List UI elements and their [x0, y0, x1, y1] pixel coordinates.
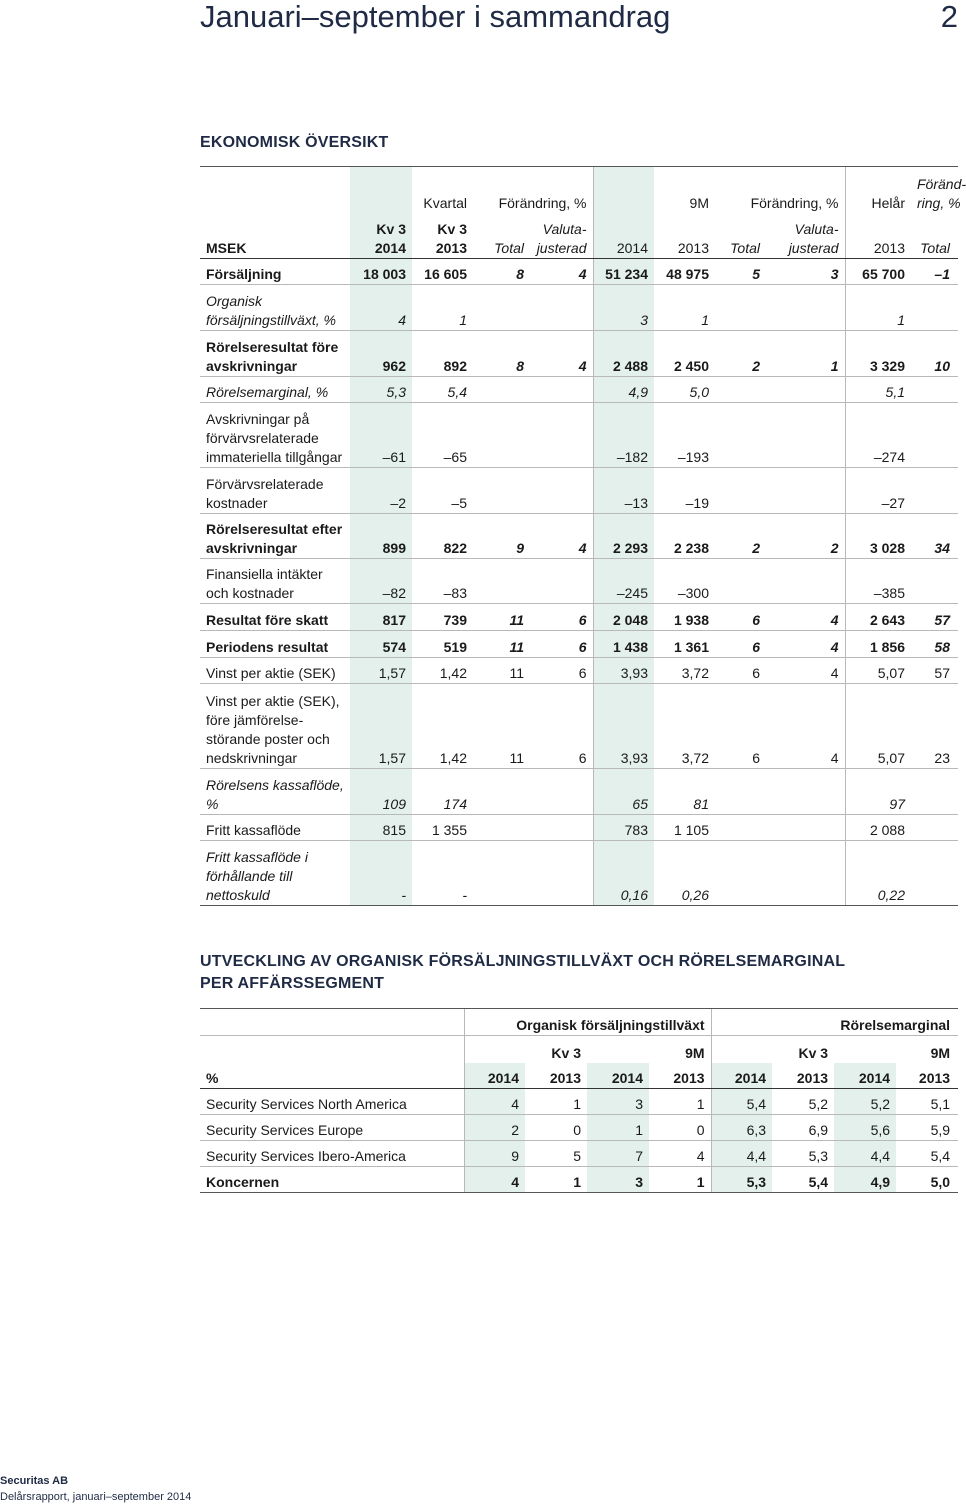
header-seg-9m: 9M — [685, 1044, 705, 1061]
segments-title-line1: UTVECKLING AV ORGANISK FÖRSÄLJNINGSTILLVÄXT OCH RÖRELSEMARGINAL — [200, 953, 846, 970]
header-helar-change — [911, 167, 966, 213]
cell — [766, 377, 845, 403]
cell: –27 — [845, 468, 911, 514]
cell: 5,4 — [711, 1089, 772, 1115]
cell: 11 — [473, 658, 530, 684]
cell: 822 — [412, 514, 473, 559]
overview-header-row-2 — [200, 213, 958, 259]
row-label: Resultat före skatt — [200, 604, 350, 631]
cell: 5,6 — [834, 1115, 896, 1141]
cell: 4 — [649, 1141, 711, 1167]
cell — [911, 841, 958, 906]
header-percent: % — [200, 1063, 464, 1089]
cell: 1 355 — [412, 815, 473, 841]
cell: 8 — [473, 259, 530, 285]
cell: 9 — [464, 1141, 525, 1167]
cell: 3 — [593, 285, 654, 331]
header-kv3-label: Kv 3 — [437, 221, 467, 237]
table-row — [200, 604, 958, 631]
cell: 6,9 — [772, 1115, 834, 1141]
segments-title-line2: PER AFFÄRSSEGMENT — [200, 975, 385, 992]
cell — [911, 468, 958, 514]
header-9m: 9M — [654, 167, 715, 213]
header-year: 2014 — [587, 1063, 649, 1089]
header-helar-change-top: Föränd- — [917, 175, 966, 192]
header-9m-2014: 2014 — [593, 213, 654, 259]
cell — [473, 769, 530, 815]
cell: 97 — [845, 769, 911, 815]
cell: 783 — [593, 815, 654, 841]
cell — [911, 377, 958, 403]
cell: 5,9 — [896, 1115, 958, 1141]
cell: 3 — [587, 1167, 649, 1193]
cell: 0,22 — [845, 841, 911, 906]
cell: 1 — [654, 285, 715, 331]
cell: 1 — [766, 331, 845, 377]
cell: –61 — [350, 403, 412, 468]
cell: 1 438 — [593, 631, 654, 658]
header-valuta — [530, 213, 593, 259]
cell — [911, 559, 958, 604]
cell — [715, 377, 766, 403]
cell: –2 — [350, 468, 412, 514]
cell: 815 — [350, 815, 412, 841]
cell — [911, 815, 958, 841]
cell: 3 — [587, 1089, 649, 1115]
cell — [766, 468, 845, 514]
header-seg-9m-2: 9M — [930, 1044, 951, 1061]
table-row — [200, 631, 958, 658]
header-9m-total: Total — [715, 213, 766, 259]
cell: 2 088 — [845, 815, 911, 841]
table-row — [200, 1089, 958, 1115]
cell: –274 — [845, 403, 911, 468]
page-title-text: Januari–september i sammandrag — [200, 0, 671, 34]
cell: 2 450 — [654, 331, 715, 377]
cell: 5,4 — [412, 377, 473, 403]
cell: 51 234 — [593, 259, 654, 285]
cell: 11 — [473, 631, 530, 658]
cell — [715, 559, 766, 604]
header-helar: Helår — [845, 167, 911, 213]
cell: 4 — [350, 285, 412, 331]
cell — [766, 559, 845, 604]
cell: 5,4 — [772, 1167, 834, 1193]
cell: 174 — [412, 769, 473, 815]
table-row — [200, 841, 958, 906]
cell: –5 — [412, 468, 473, 514]
cell: 6 — [715, 684, 766, 769]
header-seg-kv3: Kv 3 — [464, 1036, 587, 1063]
cell: –65 — [412, 403, 473, 468]
cell: 3,72 — [654, 684, 715, 769]
cell: 4 — [766, 631, 845, 658]
cell: 65 — [593, 769, 654, 815]
cell — [715, 468, 766, 514]
header-year: 2013 — [772, 1063, 834, 1089]
header-helar-2013: 2013 — [845, 213, 911, 259]
cell: 899 — [350, 514, 412, 559]
table-row — [200, 468, 958, 514]
cell: 0 — [525, 1115, 587, 1141]
cell: 5,0 — [654, 377, 715, 403]
cell: 6 — [530, 631, 593, 658]
cell: 6 — [715, 658, 766, 684]
page-number: 2 — [940, 0, 958, 34]
table-row — [200, 658, 958, 684]
cell: 4 — [464, 1089, 525, 1115]
table-row — [200, 403, 958, 468]
header-9m-2013: 2013 — [654, 213, 715, 259]
cell: –13 — [593, 468, 654, 514]
cell: 3,93 — [593, 658, 654, 684]
cell: 2 — [464, 1115, 525, 1141]
cell: 2 293 — [593, 514, 654, 559]
cell: 4,9 — [593, 377, 654, 403]
cell — [911, 769, 958, 815]
header-kv3-2013 — [412, 213, 473, 259]
header-organic-growth: Organisk försäljningstillväxt — [464, 1009, 711, 1036]
cell: 57 — [911, 658, 958, 684]
header-year: 2013 — [525, 1063, 587, 1089]
cell: 1,57 — [350, 684, 412, 769]
cell — [715, 841, 766, 906]
cell: 4 — [530, 259, 593, 285]
cell — [473, 377, 530, 403]
row-label: Periodens resultat — [200, 631, 350, 658]
cell: –193 — [654, 403, 715, 468]
cell: 11 — [473, 604, 530, 631]
cell: 2 — [715, 331, 766, 377]
cell: 6 — [530, 684, 593, 769]
cell: 81 — [654, 769, 715, 815]
cell: - — [412, 841, 473, 906]
cell: 5,3 — [350, 377, 412, 403]
table-row — [200, 285, 958, 331]
header-year: 2013 — [896, 1063, 958, 1089]
cell: 5,2 — [834, 1089, 896, 1115]
cell — [766, 815, 845, 841]
cell: 4 — [766, 684, 845, 769]
header-9m-valuta — [766, 213, 845, 259]
financial-overview-table — [200, 166, 966, 906]
cell: 4 — [766, 604, 845, 631]
cell — [473, 815, 530, 841]
cell — [715, 285, 766, 331]
cell: 58 — [911, 631, 958, 658]
cell: 574 — [350, 631, 412, 658]
cell: 6 — [530, 604, 593, 631]
header-kv3-label: Kv 3 — [376, 221, 406, 237]
cell: 2 — [715, 514, 766, 559]
cell: 6 — [530, 658, 593, 684]
cell: 4,4 — [834, 1141, 896, 1167]
cell: 1 — [587, 1115, 649, 1141]
cell — [530, 769, 593, 815]
cell: 2 643 — [845, 604, 911, 631]
cell: –182 — [593, 403, 654, 468]
cell: 23 — [911, 684, 958, 769]
cell: 3 028 — [845, 514, 911, 559]
header-seg-kv3-2: Kv 3 — [711, 1036, 834, 1063]
cell: 9 — [473, 514, 530, 559]
row-label: Fritt kassaflöde — [200, 815, 350, 841]
row-label: Rörelsemarginal, % — [200, 377, 350, 403]
cell: 5,0 — [896, 1167, 958, 1193]
cell: 3,93 — [593, 684, 654, 769]
cell: 16 605 — [412, 259, 473, 285]
cell: 0 — [649, 1115, 711, 1141]
cell: 519 — [412, 631, 473, 658]
cell: 892 — [412, 331, 473, 377]
table-row — [200, 377, 958, 403]
cell: 4 — [766, 658, 845, 684]
cell — [530, 285, 593, 331]
header-valuta-top: Valuta- — [542, 221, 587, 237]
cell: 11 — [473, 684, 530, 769]
segments-table — [200, 1008, 958, 1193]
cell: 5,1 — [845, 377, 911, 403]
cell — [530, 377, 593, 403]
cell: 5,1 — [896, 1089, 958, 1115]
row-label: Koncernen — [200, 1167, 464, 1193]
cell: 1 — [649, 1089, 711, 1115]
header-msek: MSEK — [200, 213, 350, 259]
header-year-2014: 2014 — [374, 240, 406, 256]
header-9m-change: Förändring, % — [715, 167, 845, 213]
segments-title — [200, 951, 845, 995]
table-row — [200, 1115, 958, 1141]
header-year: 2014 — [834, 1063, 896, 1089]
cell: 3 — [766, 259, 845, 285]
cell: 4,9 — [834, 1167, 896, 1193]
header-kvartal-change: Förändring, % — [473, 167, 593, 213]
cell: –385 — [845, 559, 911, 604]
table-row — [200, 259, 958, 285]
row-label: Organisk försäljningstillväxt, % — [200, 285, 350, 331]
row-label: Förvärvsrelaterade kostnader — [200, 468, 350, 514]
cell: 109 — [350, 769, 412, 815]
cell: 5,07 — [845, 684, 911, 769]
cell: 1,42 — [412, 658, 473, 684]
table-row — [200, 1141, 958, 1167]
footer — [0, 1473, 191, 1505]
cell: 5 — [525, 1141, 587, 1167]
cell: –82 — [350, 559, 412, 604]
header-total: Total — [473, 213, 530, 259]
cell: 6 — [715, 631, 766, 658]
row-label: Vinst per aktie (SEK) — [200, 658, 350, 684]
cell — [530, 815, 593, 841]
cell: 18 003 — [350, 259, 412, 285]
row-label: Rörelseresultat före avskrivningar — [200, 331, 350, 377]
cell: –19 — [654, 468, 715, 514]
table-row — [200, 815, 958, 841]
footer-report: Delårsrapport, januari–september 2014 — [0, 1491, 192, 1503]
cell: 1 361 — [654, 631, 715, 658]
cell: –300 — [654, 559, 715, 604]
cell: 1 856 — [845, 631, 911, 658]
cell: 1 — [845, 285, 911, 331]
row-label: Rörelsens kassaflöde, % — [200, 769, 350, 815]
cell: 962 — [350, 331, 412, 377]
header-year: 2014 — [711, 1063, 772, 1089]
header-kvartal: Kvartal — [412, 167, 473, 213]
cell: 5,4 — [896, 1141, 958, 1167]
cell: 48 975 — [654, 259, 715, 285]
header-operating-margin: Rörelsemarginal — [711, 1009, 958, 1036]
header-year-2013: 2013 — [435, 240, 467, 256]
cell — [530, 841, 593, 906]
row-label: Finansiella intäkter och kostnader — [200, 559, 350, 604]
cell — [530, 403, 593, 468]
cell — [530, 468, 593, 514]
cell: 4,4 — [711, 1141, 772, 1167]
cell: 1 — [412, 285, 473, 331]
segments-header-row-2 — [200, 1036, 958, 1063]
cell: 1,42 — [412, 684, 473, 769]
cell: 1 — [525, 1089, 587, 1115]
cell — [473, 841, 530, 906]
cell: 2 048 — [593, 604, 654, 631]
cell — [766, 285, 845, 331]
table-row — [200, 559, 958, 604]
cell: 817 — [350, 604, 412, 631]
header-kv3-2014 — [350, 213, 412, 259]
row-label: Security Services North America — [200, 1089, 464, 1115]
table-row — [200, 769, 958, 815]
header-helar-change-bottom: ring, % — [917, 194, 961, 211]
cell: 1 — [525, 1167, 587, 1193]
row-label: Fritt kassaflöde i förhållande till nettoskuld — [200, 841, 350, 906]
cell — [766, 841, 845, 906]
cell — [473, 403, 530, 468]
table-row — [200, 1167, 958, 1193]
cell: 5 — [715, 259, 766, 285]
cell: 2 488 — [593, 331, 654, 377]
cell: 739 — [412, 604, 473, 631]
cell — [766, 403, 845, 468]
cell: 1,57 — [350, 658, 412, 684]
cell: 5,07 — [845, 658, 911, 684]
cell: –83 — [412, 559, 473, 604]
cell — [715, 403, 766, 468]
cell: 4 — [530, 331, 593, 377]
header-year: 2013 — [649, 1063, 711, 1089]
cell: 2 — [766, 514, 845, 559]
header-helar-total: Total — [911, 213, 958, 259]
cell — [715, 815, 766, 841]
table-row — [200, 331, 958, 377]
overview-header-row-1 — [200, 167, 958, 213]
cell — [530, 559, 593, 604]
cell: 5,3 — [772, 1141, 834, 1167]
cell: 1 938 — [654, 604, 715, 631]
header-valuta-top: Valuta- — [794, 221, 839, 237]
row-label: Vinst per aktie (SEK), före jämförelse-störande poster och nedskrivningar — [200, 684, 350, 769]
cell: –1 — [911, 259, 958, 285]
cell: 3 329 — [845, 331, 911, 377]
page-title — [200, 0, 960, 36]
row-label: Security Services Europe — [200, 1115, 464, 1141]
cell: 2 238 — [654, 514, 715, 559]
cell: 57 — [911, 604, 958, 631]
footer-company: Securitas AB — [0, 1475, 69, 1487]
cell: - — [350, 841, 412, 906]
cell: –245 — [593, 559, 654, 604]
table-row — [200, 684, 958, 769]
cell — [473, 468, 530, 514]
overview-title: EKONOMISK ÖVERSIKT — [200, 134, 389, 151]
cell: 6 — [715, 604, 766, 631]
cell: 5,3 — [711, 1167, 772, 1193]
cell: 0,16 — [593, 841, 654, 906]
header-valuta-bottom: justerad — [536, 240, 587, 256]
cell: 8 — [473, 331, 530, 377]
cell: 1 — [649, 1167, 711, 1193]
cell: 0,26 — [654, 841, 715, 906]
cell: 4 — [464, 1167, 525, 1193]
cell: 7 — [587, 1141, 649, 1167]
cell: 34 — [911, 514, 958, 559]
cell — [766, 769, 845, 815]
cell — [715, 769, 766, 815]
header-year: 2014 — [464, 1063, 525, 1089]
row-label: Försäljning — [200, 259, 350, 285]
cell: 5,2 — [772, 1089, 834, 1115]
cell: 65 700 — [845, 259, 911, 285]
cell: 3,72 — [654, 658, 715, 684]
cell — [473, 285, 530, 331]
segments-header-row-3 — [200, 1063, 958, 1089]
cell — [911, 403, 958, 468]
row-label: Security Services Ibero-America — [200, 1141, 464, 1167]
segments-header-row-1 — [200, 1009, 958, 1036]
cell: 10 — [911, 331, 958, 377]
cell: 6,3 — [711, 1115, 772, 1141]
header-valuta-bottom: justerad — [788, 240, 839, 256]
row-label: Rörelseresultat efter avskrivningar — [200, 514, 350, 559]
cell — [911, 285, 958, 331]
row-label: Avskrivningar på förvärvsrelaterade immateriella tillgångar — [200, 403, 350, 468]
cell: 1 105 — [654, 815, 715, 841]
cell: 4 — [530, 514, 593, 559]
table-row — [200, 514, 958, 559]
cell — [473, 559, 530, 604]
